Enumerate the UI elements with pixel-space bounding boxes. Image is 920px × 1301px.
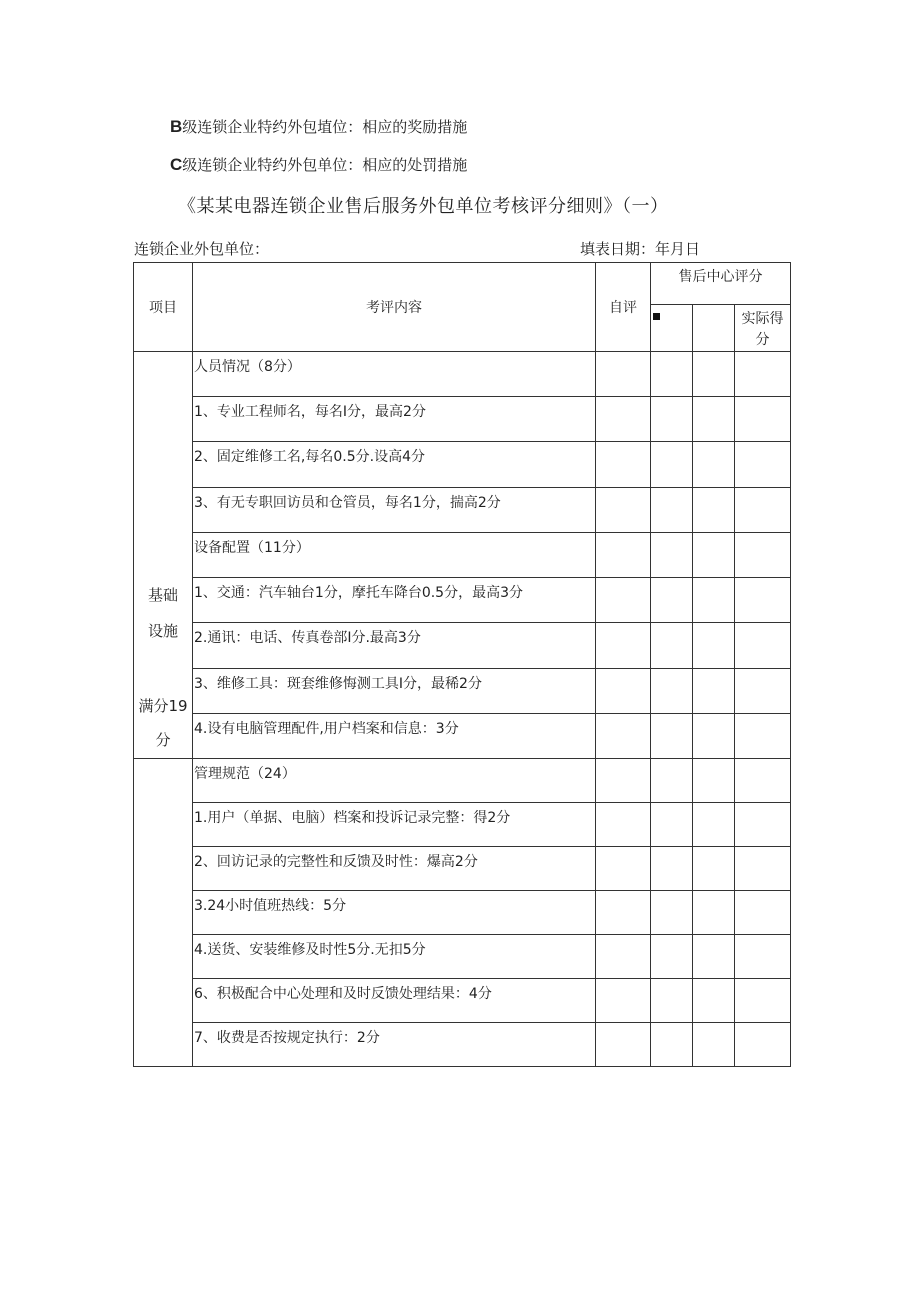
document-title: 《某某电器连锁企业售后服务外包单位考核评分细则》（一）: [178, 196, 669, 217]
grade-c-prefix: C: [170, 155, 183, 174]
criteria-row: 设备配置（11分）: [193, 532, 596, 577]
grade-c-text: 级连锁企业特约外包单位：相应的处罚措施: [182, 156, 468, 174]
group-basic-facilities: [134, 352, 193, 759]
header-actual-line2: 分: [755, 332, 770, 348]
scoring-table: [133, 262, 791, 1067]
header-item: 项目: [134, 263, 193, 352]
header-center-score: 售后中心评分: [651, 263, 791, 305]
criteria-row: 4.设有电脑管理配件,用户档案和信息：3分: [193, 713, 596, 758]
criteria-row: 3.24小时值班热线：5分: [193, 891, 596, 935]
criteria-row: 6、积极配合中心处理和及时反馈处理结果：4分: [193, 979, 596, 1023]
criteria-row: 3、有无专职回访员和仓管员，每名1分，揣高2分: [193, 487, 596, 532]
grade-b-text: 级连锁企业特约外包埴位：相应的奖励措施: [182, 118, 468, 136]
criteria-row: 2.通讯：电话、传真卷部I分.最高3分: [193, 623, 596, 668]
group-management: [134, 759, 193, 1067]
header-actual-score: [735, 305, 791, 352]
grade-b-prefix: B: [170, 117, 183, 136]
criteria-row: 1、专业工程师名，每名I分，最高2分: [193, 397, 596, 442]
grade-b-line: [170, 116, 467, 137]
criteria-row: 管理规范（24）: [193, 759, 596, 803]
header-empty-cell: [693, 305, 735, 352]
group1-label-line2: 设施: [147, 622, 178, 640]
criteria-row: 4.送货、安装维修及时性5分.无扣5分: [193, 935, 596, 979]
header-marker-cell: [651, 305, 693, 352]
header-actual-line1: 实际得: [741, 311, 784, 327]
header-content: 考评内容: [193, 263, 596, 352]
criteria-row: 2、固定维修工名,每名0.5分.设高4分: [193, 442, 596, 487]
group1-label-line4: 分: [155, 731, 171, 749]
fill-date-label: 填表日期：年月日: [580, 240, 701, 258]
criteria-row: 7、收费是否按规定执行：2分: [193, 1023, 596, 1067]
criteria-row: 1、交通：汽车轴台1分，摩托车降台0.5分，最高3分: [193, 578, 596, 623]
grade-c-line: [170, 154, 467, 175]
header-self-score: 自评: [596, 263, 651, 352]
outsource-unit-label: 连锁企业外包单位：: [134, 240, 270, 258]
criteria-row: 2、回访记录的完整性和反馈及时性：爆高2分: [193, 847, 596, 891]
criteria-row: 人员情况（8分）: [193, 352, 596, 397]
square-marker-icon: [653, 313, 660, 320]
group1-label-line1: 基础: [147, 586, 178, 604]
criteria-row: 1.用户（单据、电脑）档案和投诉记录完整：得2分: [193, 803, 596, 847]
criteria-row: 3、维修工具：斑套维修悔测工具I分，最稀2分: [193, 668, 596, 713]
group1-label-line3: 满分19: [138, 697, 188, 715]
